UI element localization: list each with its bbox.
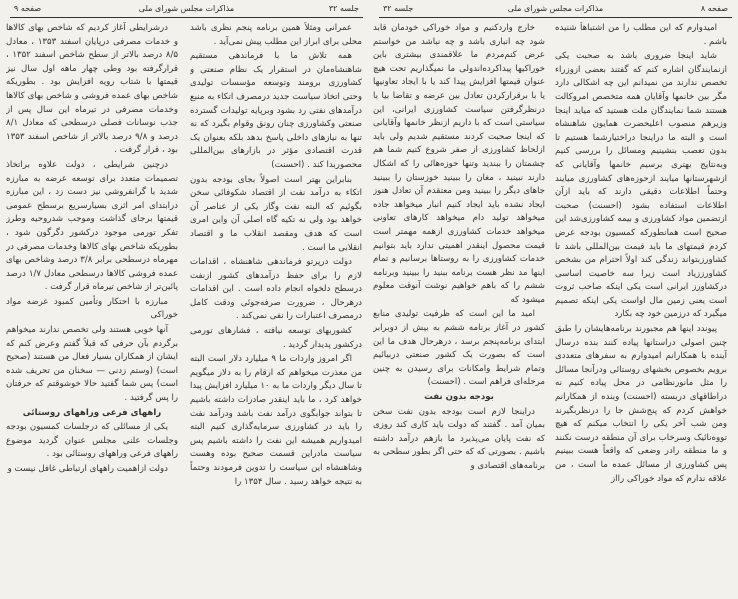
session-number: جلسه ۳۲ bbox=[383, 4, 414, 13]
paragraph: عمرانی ومثلاً همین برنامه پنجم نظری باشد محلی برای ابراز این مطلب پیش نمی‌آید . bbox=[190, 23, 362, 47]
paragraph: دراینجا لازم است بودجه بدون نفت سخن بمیان آمد . گفتند که دولت باید کاری کند روزی که نفت پایان می‌پذیرد ما بازهم درآمد داشته باشیم . بصورتی که که حتی اگر بطور سطحی به برنامه‌های اقتصادی و bbox=[373, 406, 545, 471]
section-heading: راههای فرعی وراههای روستائی bbox=[22, 407, 162, 418]
publication-title: مذاکرات مجلس شورای ملی bbox=[138, 4, 235, 13]
paragraph: اگر امروز واردات ما ۹ میلیارد دلار است البته من معذرت میخواهم که ارقام را به دلار میگویم تا سال دیگر واردات ما به ۱۰ میلیارد افزایش پیدا خواهد کرد ، ما باید اینقدر صادرات داشته باشیم تا بتواند جوابگوی درآمد نفت باشد ودرآمد نفت را باید در کشاورزی سرمایه‌گذاری کنیم البته امیدواریم همیشه این نفت را داشته باشیم پس سیاست مادراین قسمت صحیح بوده وهست وشاهنشاه این سیاست را تدوین فرمودند وحتماً به نتیجه خواهد رسید . سال ۱۳۵۴ را bbox=[190, 354, 362, 487]
text-column-left bbox=[6, 22, 178, 562]
paragraph: پیوندد اینها هم مجبورند برنامه‌هایشان را طبق چنین اصولی دراستانها پیاده کنند بنده درسال آینده با همکارانم امیدوارم به سفرهای متعددی برویم بخصوص بخشهای روستائی ودرآنجا مسائل را مثل مانورنظامی در محل پیاده کنیم نه دراطاقهای دربسته (احسنت) وبنده از همکارانم خواهش کردم که پنج‌شش جا را درنظربگیرند ومن شب آخر یکی را انتخاب میکنم که هیچ تووه‌نائیک وسرخاب برای آن منطقه درست نکنند و ما منطقه رادر وضعی که واقعاً هست ببینیم پس کشاورزی از مسائل عمده ما است ، من علاقه ندارم که مواد خوراکی رااز bbox=[555, 324, 727, 484]
paragraph: مبارزه با احتکار وتأمین کمبود عرضه مواد خوراکی bbox=[6, 296, 178, 321]
paragraph: خارج واردکنیم و مواد خوراکی خودمان قابد شود چه انباری باشد و چه نباشد من خواستم عرض کنم‌مردم ما علاقمندی بیشتری باین خوراکیها پیداکرده‌اندولی ما نمیگذاریم تحت هیچ عنوان قیمتها افزایش پیدا کند یا با ایجاد تعاونیها یا با برقرارکردن تعادل بین عرضه و تقاضا بیا با درنظرگرفتن سیاست کشاورزی ایرانی، این سیاستی است که با داریم ازنظر خانمها وآقایانی که اینجا صحبت کردند مستقیم شدیم ولی باید ازلحاظ کشاورزی از صفر شروع کنیم شما هم چشمتان را ببندید وتنها حوزه‌هائی را که اشکال دارند نبینید ، مغان را ببینید خوزستان را ببینید جاهای دیگر را ببینید ومن معتقدم آن تعادل هنوز ایجاد نشده باید ایجاد کنیم انبار میخواهد جاده میخواهد تولید دام میخواهد کارهای تعاونی میخواهد خدمات کشاورزی ازهمه مهمتر است قیمت محصول اینقدر اهمیتی ندارد باید بتوانیم خدمات کشاورزی را به روستاها برسانیم و تمام اینها مد نظر هست برنامه ببنید را ببینید وبرنامه ششم را که باهم خواهیم نوشت آنوقت معلوم میشود که bbox=[373, 23, 545, 305]
publication-title: مذاکرات مجلس شورای ملی bbox=[507, 4, 604, 13]
paragraph: بنابراین بهتر است اصولاً بجای بودجه بدون اتکاء به درآمد نفت از اقتصاد شکوفائی سخن بگوئیم که البته نفت وگاز یکی از عناصر آن خواهد بود ولی نه تکیه گاه اصلی آن واین امری است که هدف ومقصد انقلاب ما و اقتصاد انقلابی ما است . bbox=[190, 174, 362, 253]
page-header bbox=[10, 3, 363, 17]
right-page bbox=[369, 0, 738, 599]
paragraph: آنها خوبی هستند ولی تخصص ندارند میخواهم برگردم بآن حرفی که قبلاً گفتم وعرض کنم که ایشان از همکاران بسیار فعال من هستند (صحیح است) (وستم زدنی — سخنان من تحریف شده است) پس شما گفتید حالا خوشوقتم که حرفتان را پس گرفتید . bbox=[6, 325, 178, 404]
paragraph: دولت ازاهمیت راههای ارتباطی غافل نیست و bbox=[7, 464, 168, 474]
page-number: صفحه ۸ bbox=[700, 4, 728, 13]
paragraph: کشوربهای توسعه نیافته ، فشارهای تورمی درکشور پدیدار گردید . bbox=[190, 326, 362, 350]
paragraph: امیدوارم که این مطلب را من اشتباهاً شنیده باشم . bbox=[555, 23, 727, 47]
page-number: صفحه ۹ bbox=[14, 4, 42, 13]
text-column-right bbox=[190, 22, 362, 562]
header-rule bbox=[10, 17, 363, 18]
session-number: جلسه ۳۲ bbox=[328, 4, 359, 13]
text-column-left bbox=[373, 22, 545, 562]
paragraph: امید ما این است که ظرفیت تولیدی منابع کشور در آغاز برنامه ششم به بیش از دوبرابر ابتدای برنامه‌پنجم برسد ، درهرحال هدف ما این است که بصورت یک کشور صنعتی دربیائیم وتمام شرایط وامکانات برای رسیدن به چنین مرحله‌ای فراهم است . (احسنت) bbox=[373, 309, 545, 388]
section-heading: بودجه بدون نفت bbox=[424, 392, 494, 403]
paragraph: یکی از مسائلی که درجلسات کمسیون بودجه وجلسات علنی مجلس عنوان گردید موضوع راههای فرعی وراههای روستائی بود . bbox=[6, 422, 178, 460]
header-rule bbox=[379, 17, 732, 18]
paragraph: درچنین شرایطی ، دولت علاوه براتخاذ تصمیمات متعدد برای توسعه عرضه به مبارزه شدید با گرانفروشی نیز دست زد ، این مبارزه درابتدای امر اثری بسیارسریع برسطح عمومی قیمتها برجای گذاشت وموجب شدروحیه وطرز تفکر تورمی موجود درکشور دگرگون شود ، بطوریکه شاخص بهای کالاها وخدمات مصرفی در مهرماه درسطحی برابر ۳/۸ درصد وشاخص بهای عمده فروشی کالاها درسطحی معادل ۱/۷ درصد پائین‌تر از شاخص تیرماه قرار گرفت . bbox=[6, 159, 178, 293]
paragraph: شاید اینجا ضروری باشد به صحبت یکی ازنمایندگان اشاره کنم که گفتند بعضی ازوزراء تخصص ندارند من نمیدانم این چه اشکالی دارد مگر بین خانمها وآقایان همه متخصص امروکالت هستند شما نمایندگان ملت هستید که میاید اینجا وزیرهم منصوب اعلیحضرت همایون شاهنشاه است و البته ما دراینجا دراختیارشما هستیم تا بدون تعصب بنشینیم ومسائل را بررسی کنیم وبه‌نتایج بهتری برسیم خانمها وآقایانی که ازشهرستانها میایند ازحوزه‌های کشاورزی میایند وحتماً اطلاعات دقیقی دارند که باید ازآن اطلاعات استفاده بشود (احسنت) صحبت ازتضمین مواد کشاورزی و بیمه کشاورزی‌شد این صحیح است همانطورکه کمسیون بودجه عرض کردم قیمتهای ما باید قیمت بین‌المللی باشد تا کشاورزبتواند زندگی کند اولاً احترام من بشخص کشاورززیاد است زیرا سه خاصیت اساسی درکشاورز ایرانی است یکی اینکه صاحب ثروت است یعنی زمین مال اواست یکی اینکه تصمیم میگیرد که درزمین خود چه بکارد bbox=[555, 51, 727, 320]
paragraph: دولت درپرتو فرماندهی شاهنشاه ، اقدامات لازم را برای حفظ درآمدهای کشور ازنفت درسطح دلخواه انجام داده است . این اقدامات درهرحال ، ضرورت صرفه‌جوئی ودقت کامل درمصرف اعتبارات را نفی نمی‌کند . bbox=[190, 257, 362, 322]
paragraph: درشرایطی آغاز کردیم که شاخص بهای کالاها و خدمات مصرفی درپایان اسفند ۱۳۵۳ ، معادل ۸/۵ درصد بالاتر از سطح شاخص اسفند ۱۳۵۲ ، قرارگرفته بود وطی چهار ماهه اول سال نیز قیمتها با شتاب رویه افزایش بود . بطوریکه شاخص بهای عمده فروشی و شاخص بهای کالاها وخدمات مصرفی در تیرماه این سال پس از جذب نوسانات فصلی درسطحی که معادل ۸/۱ درصد و ۹/۸ درصد بالاتر از شاخص اسفند ۱۳۵۳ بود ، قرار گرفت . bbox=[6, 23, 178, 156]
page-header bbox=[379, 3, 732, 17]
paragraph: همه تلاش ما با فرماندهی مستقیم شاهنشاه‌مان در استقرار یک نظام صنعتی و کشاورزی برومند وتوسعه مؤسسات تولیدی وحتی اتخاذ سیاست جدید درمصرف اتکاء به منبع درآمدهای نفتی رد بشود وبرپایه تولیدات گسترده صنعتی وکشاورزی چنان رونق وقوام بگیرد که نه تنها به نیازهای داخلی پاسخ بدهد بلکه بعنوان یک قدرت اقتصادی مؤثر در بازارهای بین‌المللی محصوربدا کند . (احسنت) bbox=[190, 51, 362, 170]
text-column-right bbox=[555, 22, 727, 562]
